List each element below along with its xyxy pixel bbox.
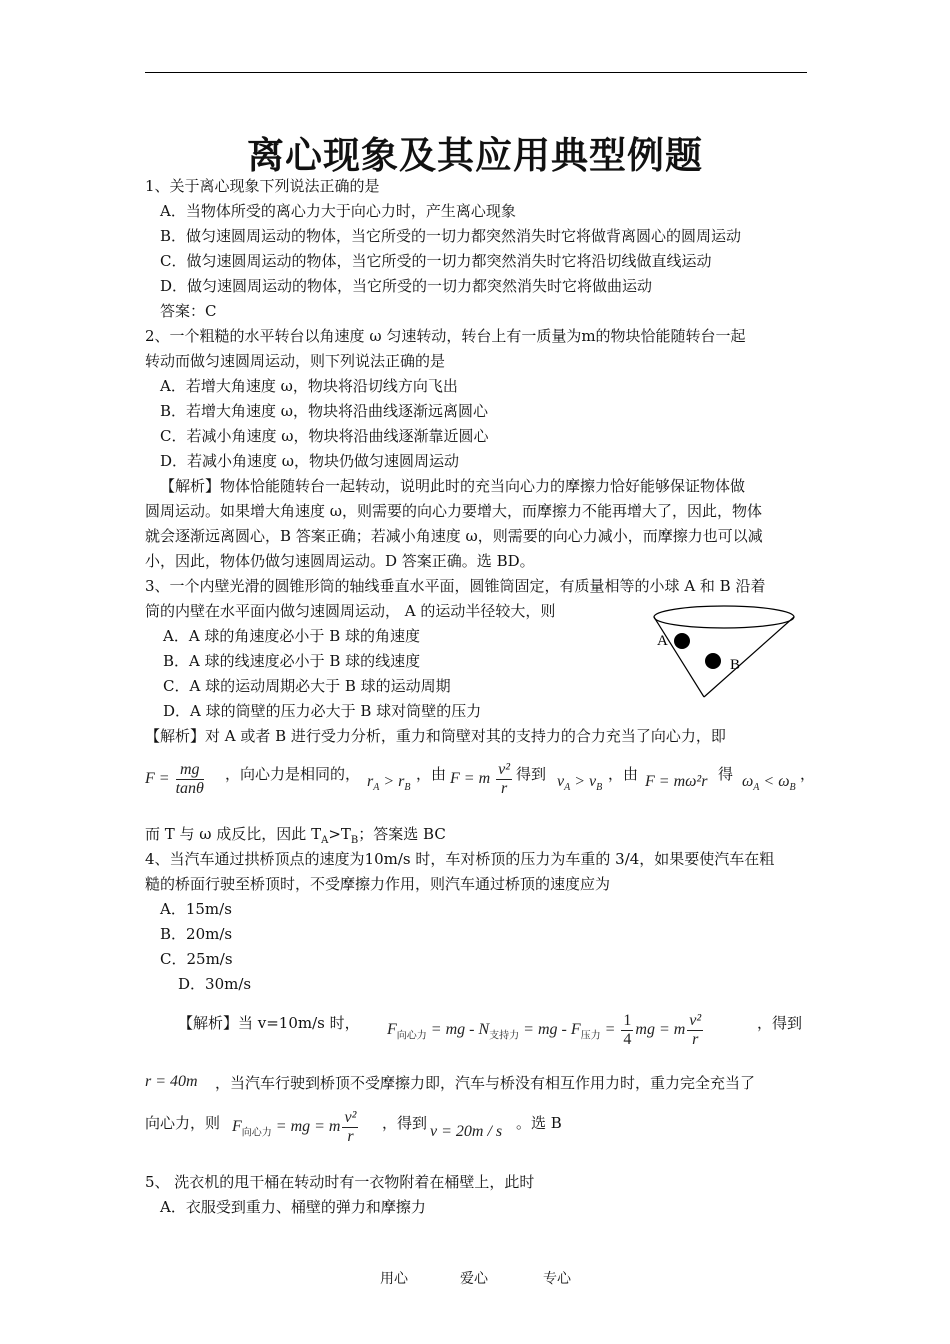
footer-item-1: 用心 (380, 1271, 408, 1287)
q3-formula-tan (145, 761, 206, 798)
q3-formula-num: mg (176, 761, 204, 780)
q2-stem-line2: 转动而做匀速圆周运动，则下列说法正确的是 (145, 352, 446, 370)
q3-conclusion-text: 而 T 与 ω 成反比，因此 T (145, 825, 322, 843)
q1-option-d: D．做匀速圆周运动的物体，当它所受的一切力都突然消失时它将做曲运动 (160, 277, 653, 295)
q4-text-get2: ，得到 (382, 1114, 428, 1132)
q3-formula-den: tanθ (175, 780, 204, 797)
q2-option-b: B．若增大角速度 ω，物块将沿曲线逐渐远离圆心 (160, 402, 489, 420)
ball-b (705, 653, 721, 669)
q4-stem-line1: 4、当汽车通过拱桥顶点的速度为10m/s 时，车对桥顶的压力为车重的 3/4，如果要使汽车在粗 (145, 850, 775, 868)
q1-option-a: A．当物体所受的离心力大于向心力时，产生离心现象 (160, 202, 516, 220)
q4-eq1-sub1: 向心力 (396, 1030, 427, 1042)
footer-item-2: 爱心 (460, 1271, 488, 1287)
q1-option-c: C．做匀速圆周运动的物体，当它所受的一切力都突然消失时它将沿切线做直线运动 (160, 252, 712, 270)
q4-option-b: B．20m/s (160, 925, 233, 943)
q2-analysis-line1: 【解析】物体恰能随转台一起转动，说明此时的充当向心力的摩擦力恰好能够保证物体做 (160, 477, 746, 495)
q4-option-d: D．30m/s (178, 975, 252, 993)
q4-stem-line2: 糙的桥面行驶至桥顶时，不受摩擦力作用，则汽车通过桥顶的速度应为 (145, 875, 611, 893)
q3-formula-fraction (176, 761, 204, 798)
q4-eq1-frac2-num: v² (689, 1012, 702, 1029)
q4-eq1-frac2 (687, 1012, 703, 1049)
cone-figure (652, 603, 802, 703)
q3-formula-v-num: v² (498, 761, 511, 778)
q4-eq2-frac-den: r (347, 1128, 354, 1145)
q3-text-same-force: ，向心力是相同的， (225, 765, 361, 783)
q2-stem-line1: 2、一个粗糙的水平转台以角速度 ω 匀速转动，转台上有一质量为m的物块恰能随转台一起 (145, 327, 746, 345)
header-rule (145, 72, 807, 73)
q4-equation-2 (232, 1109, 360, 1146)
q3-stem-line2: 筒的内壁在水平面内做匀速圆周运动， A 的运动半径较大，则 (145, 602, 556, 620)
q3-formula-v-lhs: F = m (450, 770, 491, 788)
q3-formula-v-fraction (496, 761, 512, 798)
q3-conclusion: 而 T 与 ω 成反比，因此 $T_A>T_B$；答案选 BC (145, 825, 446, 846)
q4-option-c: C．25m/s (160, 950, 233, 968)
q4-eq2-frac (342, 1109, 358, 1146)
q4-eq2-f: F (232, 1118, 242, 1136)
q2-analysis-line2: 圆周运动。如果增大角速度 ω，则需要的向心力要增大，而摩擦力不能再增大了，因此，物体 (145, 502, 763, 520)
q4-eq2-p1: = mg = m (271, 1118, 341, 1136)
q4-eq1-frac2-den: r (692, 1031, 699, 1048)
q1-stem: 1、关于离心现象下列说法正确的是 (145, 177, 380, 195)
q3-text-get: 得到 (516, 765, 547, 783)
q4-eq1-sub2: 支持力 (489, 1030, 520, 1042)
q3-text-by: ，由 (416, 765, 447, 783)
q4-eq1-p2: = mg - F (519, 1021, 581, 1039)
label-b: B (730, 657, 741, 673)
footer-item-3: 专心 (543, 1271, 571, 1287)
q3-text-by2: ，由 (608, 765, 639, 783)
q2-option-c: C．若减小角速度 ω，物块将沿曲线逐渐靠近圆心 (160, 427, 489, 445)
q3-formula-v (450, 761, 514, 798)
q3-conclusion-end: ；答案选 BC (358, 825, 446, 843)
q3-analysis-line1: 【解析】对 A 或者 B 进行受力分析，重力和筒壁对其的支持力的合力充当了向心力，即 (145, 727, 726, 745)
q4-v-value: v = 20m / s (430, 1123, 503, 1140)
q3-option-c: C．A 球的运动周期必大于 B 球的运动周期 (163, 677, 451, 695)
q4-eq2-frac-num: v² (344, 1109, 357, 1126)
q4-analysis-line3: 向心力，则 (145, 1114, 221, 1132)
q3-text-comma: ， (800, 765, 816, 783)
q3-option-a: A．A 球的角速度必小于 B 球的角速度 (163, 627, 420, 645)
q5-option-a: A．衣服受到重力、桶壁的弹力和摩擦力 (160, 1198, 426, 1216)
q2-analysis-line3: 就会逐渐远离圆心，B 答案正确；若减小角速度 ω，则需要的向心力减小，而摩擦力也可以减 (145, 527, 763, 545)
q4-eq1-f: F (387, 1021, 397, 1039)
q4-text-get: ，得到 (757, 1014, 803, 1032)
cone-left-side (654, 617, 704, 697)
q2-analysis-line4: 小，因此，物体仍做匀速圆周运动。D 答案正确。选 BD。 (145, 552, 535, 570)
q3-formula-radius: $r_A > r_B$ (367, 773, 411, 794)
q4-eq1-p4: mg = m (635, 1021, 686, 1039)
q2-option-d: D．若减小角速度 ω，物块仍做匀速圆周运动 (160, 452, 460, 470)
q3-option-d: D．A 球的筒壁的压力必大于 B 球对筒壁的压力 (163, 702, 482, 720)
q3-formula-v-den: r (500, 780, 508, 797)
q4-eq1-sub3: 压力 (580, 1030, 601, 1042)
q3-formula-lhs: F = (145, 770, 170, 788)
q2-option-a: A．若增大角速度 ω，物块将沿切线方向飞出 (160, 377, 458, 395)
q4-r-value: r = 40m (145, 1073, 198, 1090)
q3-formula-omega-compare: $\omega_A < \omega_B$ (742, 773, 796, 794)
q4-eq1-frac1 (621, 1012, 633, 1049)
q4-analysis-line2: ，当汽车行驶到桥顶不受摩擦力即，汽车与桥没有相互作用力时，重力完全充当了 (215, 1074, 756, 1092)
q3-text-get2: 得 (718, 765, 734, 783)
q4-eq1-frac1-den: 4 (623, 1031, 632, 1048)
q1-answer: 答案：C (160, 302, 217, 320)
q4-eq1-frac1-num: 1 (623, 1012, 632, 1029)
q4-eq1-p1: = mg - N (426, 1021, 490, 1039)
q4-eq1-p3: = (600, 1021, 620, 1039)
q4-option-a: A．15m/s (160, 900, 232, 918)
q5-stem: 5、 洗衣机的甩干桶在转动时有一衣物附着在桶壁上，此时 (145, 1173, 535, 1191)
q4-answer: 。选 B (516, 1114, 562, 1132)
q3-stem-line1: 3、一个内壁光滑的圆锥形筒的轴线垂直水平面，圆锥筒固定，有质量相等的小球 A 和 B 沿着 (145, 577, 766, 595)
q3-option-b: B．A 球的线速度必小于 B 球的线速度 (163, 652, 421, 670)
q4-eq2-sub: 向心力 (241, 1127, 272, 1139)
q4-equation-1 (387, 1012, 705, 1049)
q1-option-b: B．做匀速圆周运动的物体，当它所受的一切力都突然消失时它将做背离圆心的圆周运动 (160, 227, 742, 245)
cone-rim (654, 606, 794, 628)
ball-a (674, 633, 690, 649)
page-title: 离心现象及其应用典型例题 (247, 134, 703, 177)
q4-analysis-line1: 【解析】当 v=10m/s 时， (178, 1014, 360, 1032)
label-a: A (657, 633, 668, 649)
q3-formula-omega: F = mω²r (645, 773, 708, 790)
q3-formula-vel: $v_A > v_B$ (557, 773, 603, 794)
